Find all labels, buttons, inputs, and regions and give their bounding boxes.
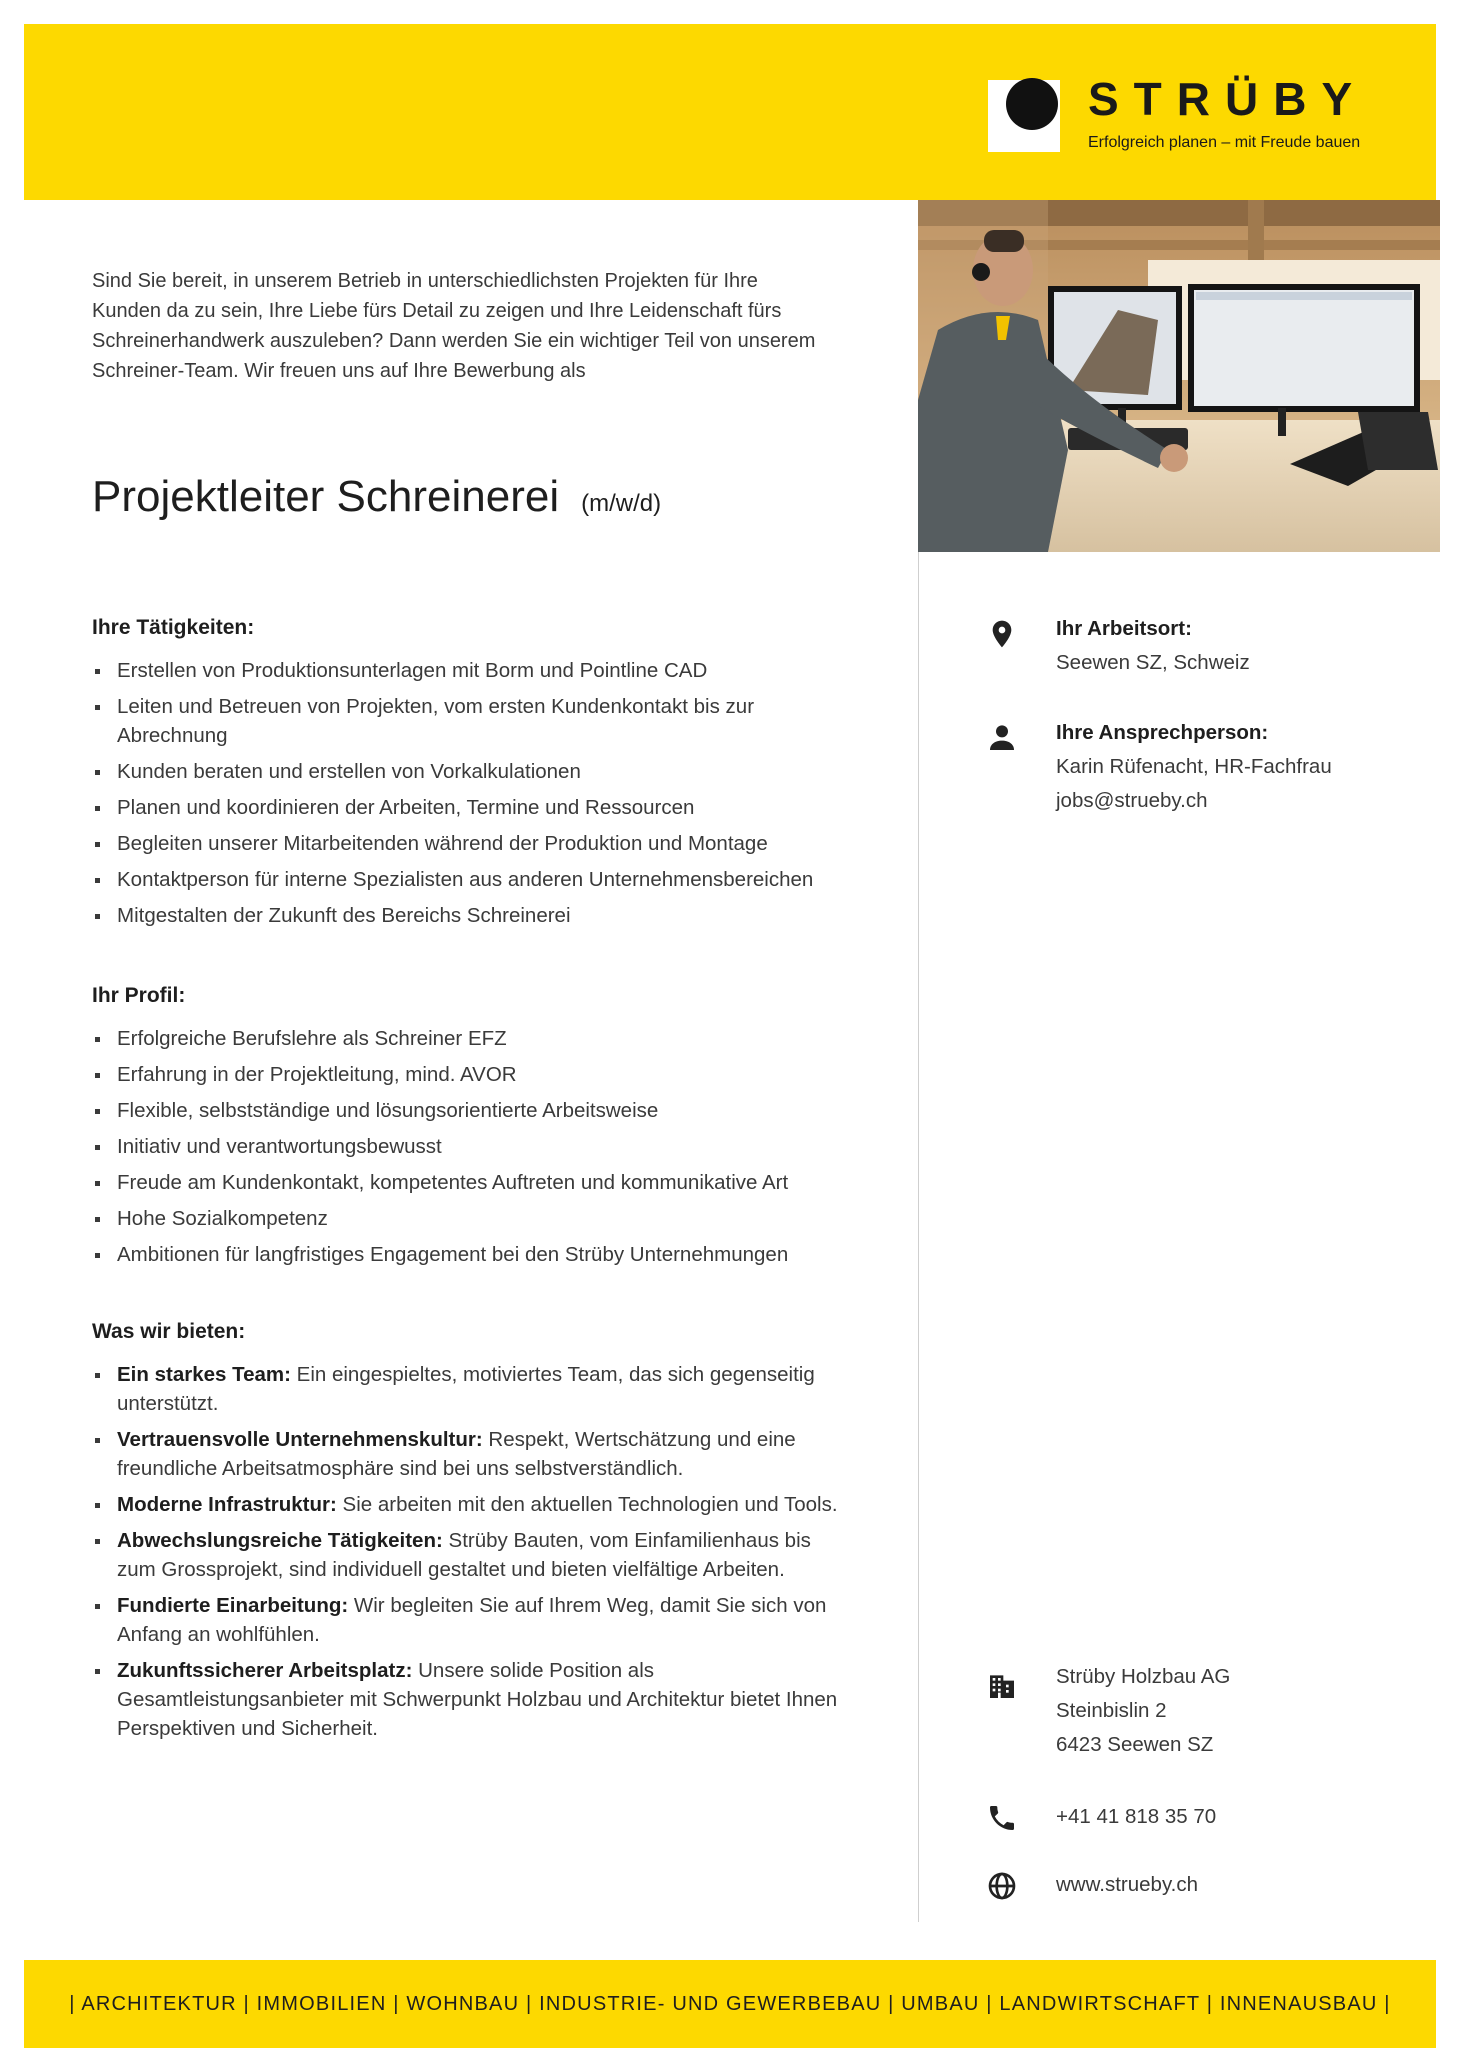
angebot-heading: Was wir bieten: <box>92 1320 246 1343</box>
company-street: Steinbislin 2 <box>1056 1699 1167 1722</box>
benefit-text: Sie arbeiten mit den aktuellen Technologien und Tools. <box>342 1493 838 1516</box>
list-item <box>92 1425 852 1483</box>
building-icon <box>986 1670 1018 1702</box>
benefit-label: Fundierte Einarbeitung: <box>117 1594 349 1617</box>
benefit-label: Moderne Infrastruktur: <box>117 1493 337 1516</box>
profil-heading: Ihr Profil: <box>92 984 186 1007</box>
list-item <box>92 1656 852 1743</box>
list-item: Begleiten unserer Mitarbeitenden während der Produktion und Montage <box>92 829 862 858</box>
list-item: Hohe Sozialkompetenz <box>92 1204 862 1233</box>
taetigkeiten-list <box>92 656 862 937</box>
list-item: Kunden beraten und erstellen von Vorkalkulationen <box>92 757 862 786</box>
list-item: Erfolgreiche Berufslehre als Schreiner EFZ <box>92 1024 862 1053</box>
benefit-label: Ein starkes Team: <box>117 1363 291 1386</box>
list-item: Ambitionen für langfristiges Engagement bei den Strüby Unternehmungen <box>92 1240 862 1269</box>
arbeitsort-block <box>1056 612 1250 680</box>
profil-list <box>92 1024 862 1276</box>
taetigkeiten-heading: Ihre Tätigkeiten: <box>92 616 255 639</box>
list-item: Planen und koordinieren der Arbeiten, Termine und Ressourcen <box>92 793 862 822</box>
benefit-label: Vertrauensvolle Unternehmenskultur: <box>117 1428 483 1451</box>
benefit-text: Unsere solide Position als Gesamtleistungsanbieter mit Schwerpunkt Holzbau und Architektur bietet Ihnen Perspektiven und Sicherheit. <box>117 1659 838 1740</box>
company-city: 6423 Seewen SZ <box>1056 1733 1214 1756</box>
list-item: Erstellen von Produktionsunterlagen mit Borm und Pointline CAD <box>92 656 862 685</box>
list-item: Mitgestalten der Zukunft des Bereichs Schreinerei <box>92 901 862 930</box>
benefit-text: Strüby Bauten, vom Einfamilienhaus bis zum Grossprojekt, sind individuell gestaltet und bieten vielfältige Arbeiten. <box>117 1529 811 1581</box>
list-item: Freude am Kundenkontakt, kompetentes Auftreten und kommunikative Art <box>92 1168 862 1197</box>
header-photo <box>918 200 1440 552</box>
benefit-text: Wir begleiten Sie auf Ihrem Weg, damit Sie sich von Anfang an wohlfühlen. <box>117 1594 827 1646</box>
benefit-label: Zukunftssicherer Arbeitsplatz: <box>117 1659 413 1682</box>
logo-mark-icon <box>988 76 1060 152</box>
list-item: Erfahrung in der Projektleitung, mind. AVOR <box>92 1060 862 1089</box>
job-title: Projektleiter Schreinerei <box>92 472 560 521</box>
list-item: Leiten und Betreuen von Projekten, vom ersten Kundenkontakt bis zur Abrechnung <box>92 692 862 750</box>
brand-logo <box>988 70 1388 160</box>
benefit-label: Abwechslungsreiche Tätigkeiten: <box>117 1529 443 1552</box>
list-item <box>92 1526 852 1584</box>
footer-categories: | ARCHITEKTUR | IMMOBILIEN | WOHNBAU | INDUSTRIE- UND GEWERBEBAU | UMBAU | LANDWIRTSCHAFT | INNENAUSBAU | <box>69 1993 1391 2015</box>
list-item: Initiativ und verantwortungsbewusst <box>92 1132 862 1161</box>
company-name: Strüby Holzbau AG <box>1056 1665 1231 1688</box>
angebot-list <box>92 1360 852 1750</box>
list-item: Flexible, selbstständige und lösungsorientierte Arbeitsweise <box>92 1096 862 1125</box>
ansprechperson-name: Karin Rüfenacht, HR-Fachfrau <box>1056 755 1332 778</box>
intro-text: Sind Sie bereit, in unserem Betrieb in unterschiedlichsten Projekten für Ihre Kunden da zu sein, Ihre Liebe fürs Detail zu zeigen und Ihre Leidenschaft fürs Schreinerhandwerk auszuleben? Dann werden Sie ein wichtiger Teil von unserem Schreiner-Team. Wir freuen uns auf Ihre Bewerbung als <box>92 270 816 382</box>
benefit-text: Ein eingespieltes, motiviertes Team, das sich gegenseitig unterstützt. <box>117 1363 815 1415</box>
ansprechperson-label: Ihre Ansprechperson: <box>1056 721 1269 744</box>
arbeitsort-value: Seewen SZ, Schweiz <box>1056 651 1250 674</box>
brand-tagline: Erfolgreich planen – mit Freude bauen <box>1088 134 1361 151</box>
job-title-suffix: (m/w/d) <box>581 490 662 517</box>
person-icon <box>986 722 1018 754</box>
arbeitsort-label: Ihr Arbeitsort: <box>1056 617 1192 640</box>
benefit-text: Respekt, Wertschätzung und eine freundliche Arbeitsatmosphäre sind bei uns selbstverständlich. <box>117 1428 796 1480</box>
globe-icon <box>986 1870 1018 1902</box>
website-link[interactable]: www.strueby.ch <box>1056 1873 1199 1896</box>
ansprechperson-block <box>1056 716 1332 818</box>
list-item <box>92 1360 852 1418</box>
list-item <box>92 1591 852 1649</box>
contact-email[interactable]: jobs@strueby.ch <box>1056 789 1208 812</box>
column-divider <box>918 552 919 1922</box>
job-title-row <box>92 472 661 522</box>
phone-icon <box>986 1802 1018 1834</box>
footer-band <box>24 1960 1436 2048</box>
company-address <box>1056 1660 1230 1762</box>
list-item: Kontaktperson für interne Spezialisten aus anderen Unternehmensbereichen <box>92 865 862 894</box>
office-photo <box>918 200 1440 552</box>
phone-number[interactable]: +41 41 818 35 70 <box>1056 1805 1217 1828</box>
brand-name: STRÜBY <box>1088 73 1368 125</box>
location-pin-icon <box>986 618 1018 650</box>
list-item <box>92 1490 852 1519</box>
